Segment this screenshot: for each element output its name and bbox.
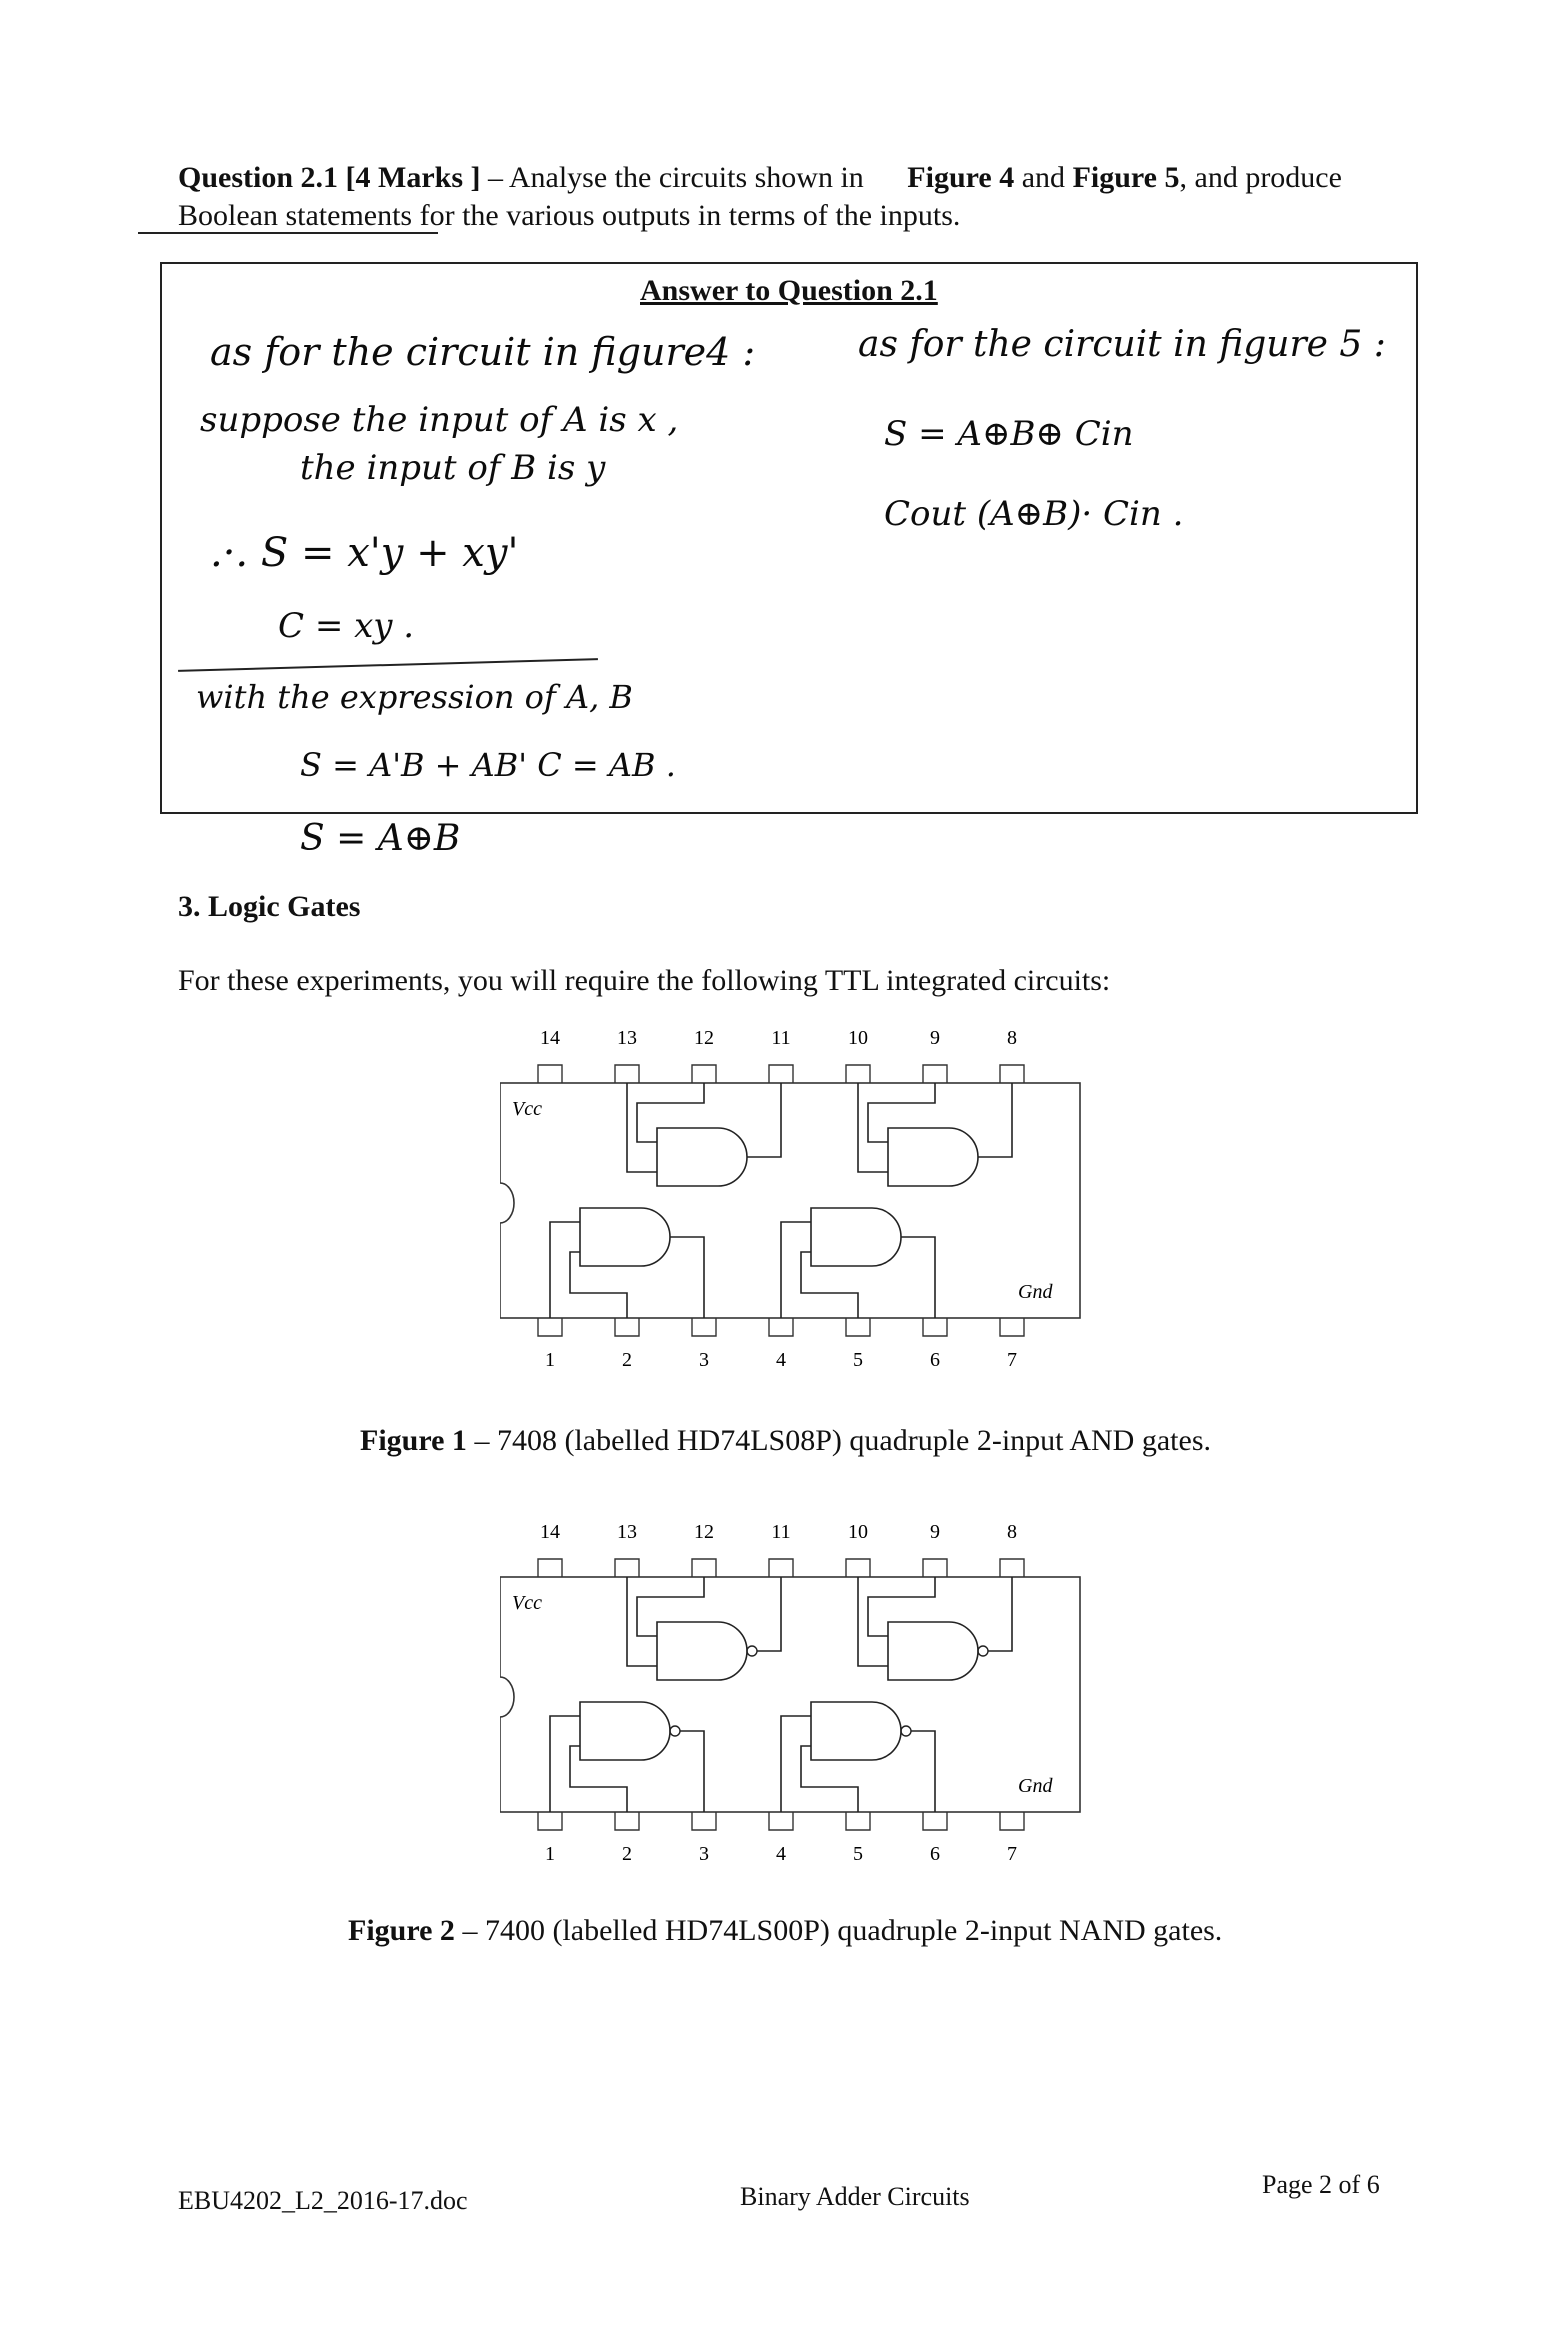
question-figure-b: Figure 5 [1072,161,1180,194]
top-pin-number-12: 12 [694,1028,714,1049]
top-pin-number-13: 13 [617,1028,637,1049]
top-gate-1-output [747,1083,781,1157]
top-gate-2-input-b [868,1577,935,1636]
question-marks: [4 Marks ] [345,161,481,194]
bottom-pin-4 [769,1812,793,1830]
question-line-1 [178,160,1342,196]
question-text-2: , and produce [1179,161,1342,194]
bottom-pin-6 [923,1812,947,1830]
top-gate-1-output [757,1577,781,1651]
bottom-gate-2-bubble [901,1726,911,1736]
answer-left-line-4: .·. S = x'y + xy' [210,530,519,576]
bottom-pin-number-3: 3 [699,1843,709,1865]
bottom-pin-2 [615,1812,639,1830]
bottom-gate-2-input-b [801,1252,858,1318]
bottom-gate-1-input-b [570,1746,627,1812]
footer-page: Page 2 of 6 [1262,2170,1380,2199]
figure-1-caption [360,1424,1211,1458]
vcc-label: Vcc [512,1592,542,1614]
bottom-gate-2-output [911,1731,935,1812]
bottom-pin-number-6: 6 [930,1843,940,1865]
top-gate-1-input-b [637,1083,704,1142]
vcc-label: Vcc [512,1098,542,1120]
chip-body [500,1083,1080,1318]
bottom-pin-6 [923,1318,947,1336]
top-pin-number-9: 9 [930,1522,940,1543]
figure-1-text: – 7408 (labelled HD74LS08P) quadruple 2-input AND gates. [474,1424,1211,1457]
bottom-gate-1-input-a [550,1716,580,1812]
top-pin-8 [1000,1559,1024,1577]
footer-title: Binary Adder Circuits [740,2182,970,2211]
bottom-pin-number-1: 1 [545,1843,555,1865]
top-gate-1-input-b [637,1577,704,1636]
top-gate-1-bubble [747,1646,757,1656]
bottom-gate-2 [811,1702,901,1760]
top-gate-1 [657,1622,747,1680]
top-gate-2 [888,1128,978,1186]
top-pin-9 [923,1559,947,1577]
top-gate-2 [888,1622,978,1680]
answer-with-expression: with the expression of A, B [196,678,633,716]
gnd-label: Gnd [1018,1281,1053,1303]
top-pin-14 [538,1559,562,1577]
bottom-pin-1 [538,1318,562,1336]
question-and: and [1021,161,1066,194]
bottom-gate-1-input-a [550,1222,580,1318]
top-gate-2-output [988,1577,1012,1651]
top-pin-11 [769,1559,793,1577]
top-gate-2-input-b [868,1083,935,1142]
bottom-pin-number-4: 4 [776,1843,786,1865]
section-intro: For these experiments, you will require the following TTL integrated circuits: [178,964,1111,997]
bottom-gate-1-input-b [570,1252,627,1318]
top-pin-number-14: 14 [540,1522,560,1543]
bottom-pin-5 [846,1318,870,1336]
top-pin-number-11: 11 [771,1522,791,1543]
top-pin-number-11: 11 [771,1028,791,1049]
gnd-label: Gnd [1018,1775,1053,1797]
figure-2-label: Figure 2 [348,1914,455,1947]
bottom-gate-2 [811,1208,901,1266]
top-pin-number-13: 13 [617,1522,637,1543]
bottom-pin-number-4: 4 [776,1349,786,1371]
question-text-1: – Analyse the circuits shown in [488,161,864,194]
top-pin-number-8: 8 [1007,1522,1017,1543]
figure-2-caption [348,1914,1222,1948]
bottom-gate-2-input-a [781,1716,811,1812]
bottom-gate-1 [580,1702,670,1760]
footer-filename: EBU4202_L2_2016-17.doc [178,2186,468,2215]
bottom-gate-2-input-b [801,1746,858,1812]
bottom-gate-2-output [901,1237,935,1318]
top-pin-11 [769,1065,793,1083]
bottom-pin-number-5: 5 [853,1843,863,1865]
bottom-pin-7 [1000,1318,1024,1336]
answer-right-line-2: S = A⊕B⊕ Cin [884,414,1134,454]
bottom-pin-number-5: 5 [853,1349,863,1371]
top-gate-1 [657,1128,747,1186]
bottom-pin-number-6: 6 [930,1349,940,1371]
answer-right-line-1: as for the circuit in figure 5 : [858,324,1386,365]
top-gate-2-input-a [858,1577,888,1666]
question-label: Question 2.1 [178,161,339,194]
top-gate-2-output [978,1083,1012,1157]
answer-left-line-3: the input of B is y [300,448,606,488]
bottom-gate-1 [580,1208,670,1266]
bottom-gate-1-output [670,1237,704,1318]
top-pin-12 [692,1559,716,1577]
top-pin-number-14: 14 [540,1028,560,1049]
figure-1-label: Figure 1 [360,1424,467,1457]
chip-notch [500,1677,514,1717]
top-pin-number-10: 10 [848,1028,868,1049]
answer-result-line: S = A'B + AB' C = AB . [300,746,676,784]
top-pin-8 [1000,1065,1024,1083]
top-pin-10 [846,1065,870,1083]
top-gate-1-input-a [627,1577,657,1666]
bottom-pin-3 [692,1318,716,1336]
top-pin-number-8: 8 [1007,1028,1017,1049]
answer-right-line-3: Cout (A⊕B)· Cin . [884,494,1184,534]
top-pin-13 [615,1065,639,1083]
chip-body [500,1577,1080,1812]
bottom-gate-1-output [680,1731,704,1812]
bottom-pin-3 [692,1812,716,1830]
top-pin-number-10: 10 [848,1522,868,1543]
chip-notch [500,1183,514,1223]
bottom-gate-2-input-a [781,1222,811,1318]
figure-1-chip-diagram [500,1028,1100,1418]
answer-left-line-2: suppose the input of A is x , [200,400,679,440]
answer-title: Answer to Question 2.1 [640,274,938,307]
bottom-pin-number-7: 7 [1007,1843,1017,1865]
top-pin-14 [538,1065,562,1083]
bottom-pin-number-3: 3 [699,1349,709,1371]
section-heading: 3. Logic Gates [178,890,361,923]
bottom-pin-number-7: 7 [1007,1349,1017,1371]
bottom-pin-2 [615,1318,639,1336]
answer-left-line-5: C = xy . [278,606,415,646]
top-gate-2-input-a [858,1083,888,1172]
bottom-pin-5 [846,1812,870,1830]
top-gate-2-bubble [978,1646,988,1656]
question-figure-a: Figure 4 [907,161,1015,194]
bottom-pin-number-2: 2 [622,1349,632,1371]
bottom-pin-4 [769,1318,793,1336]
bottom-pin-7 [1000,1812,1024,1830]
figure-2-chip-diagram [500,1522,1100,1912]
top-pin-10 [846,1559,870,1577]
top-pin-12 [692,1065,716,1083]
question-line-2: Boolean statements for the various outputs in terms of the inputs. [178,199,961,232]
answer-below-box: S = A⊕B [300,818,461,859]
top-pin-13 [615,1559,639,1577]
bottom-gate-1-bubble [670,1726,680,1736]
handwritten-underline [138,232,438,234]
bottom-pin-number-2: 2 [622,1843,632,1865]
top-pin-number-9: 9 [930,1028,940,1049]
top-pin-9 [923,1065,947,1083]
bottom-pin-number-1: 1 [545,1349,555,1371]
figure-2-text: – 7400 (labelled HD74LS00P) quadruple 2-input NAND gates. [462,1914,1223,1947]
answer-left-line-1: as for the circuit in figure4 : [210,330,756,374]
bottom-pin-1 [538,1812,562,1830]
top-pin-number-12: 12 [694,1522,714,1543]
top-gate-1-input-a [627,1083,657,1172]
